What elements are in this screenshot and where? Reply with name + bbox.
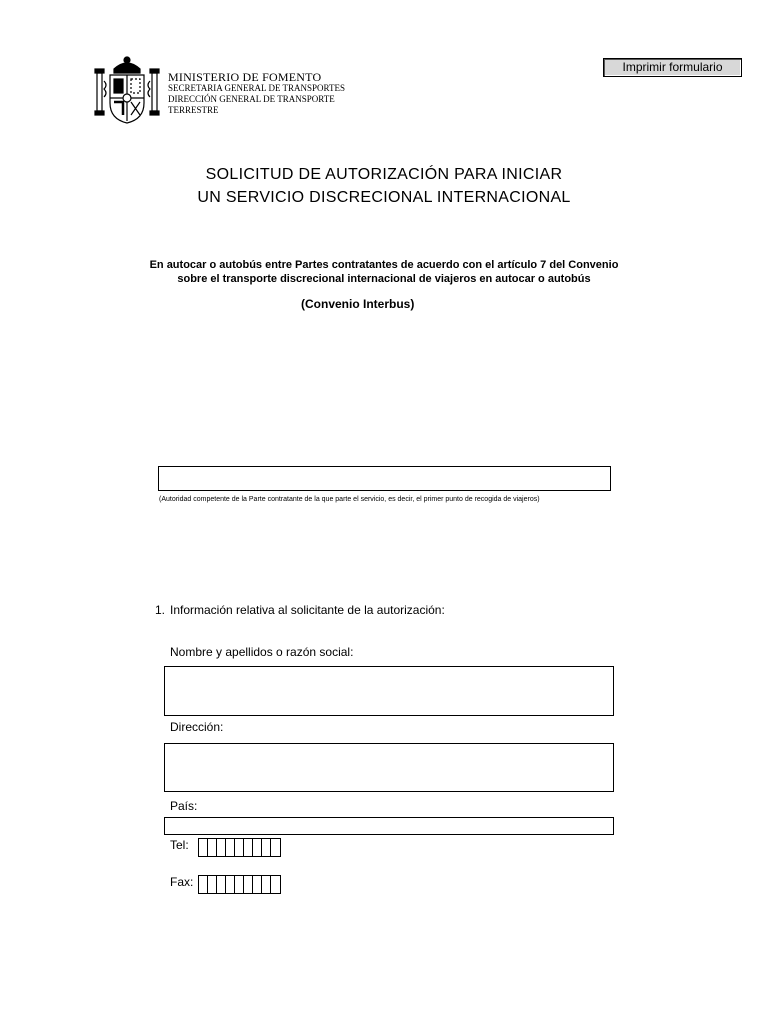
fax-label: Fax: (170, 875, 194, 889)
name-label: Nombre y apellidos o razón social: (170, 645, 354, 659)
tel-label: Tel: (170, 838, 189, 852)
intro-line1: En autocar o autobús entre Partes contratantes de acuerdo con el artículo 7 del Convenio (149, 259, 619, 271)
authority-field[interactable] (158, 466, 611, 491)
authority-note: (Autoridad competente de la Parte contratante de la que parte el servicio, es decir, el primer punto de recogida de viajeros) (159, 496, 540, 503)
fax-field[interactable] (198, 875, 281, 894)
convenio-label: (Convenio Interbus) (301, 297, 415, 311)
section1-heading: Información relativa al solicitante de la autorización: (170, 603, 445, 617)
country-label: País: (170, 799, 198, 813)
ministry-name: MINISTERIO DE FOMENTO (168, 70, 322, 84)
address-field[interactable] (164, 743, 614, 792)
address-label: Dirección: (170, 720, 224, 734)
secretaria-name: SECRETARIA GENERAL DE TRANSPORTES (168, 83, 346, 93)
section1-number: 1. (155, 603, 166, 617)
country-field[interactable] (164, 817, 614, 835)
form-title-line2: UN SERVICIO DISCRECIONAL INTERNACIONAL (197, 189, 571, 206)
terrestre-name: TERRESTRE (168, 105, 219, 115)
intro-line2: sobre el transporte discrecional internacional de viajeros en autocar o autobús (177, 273, 591, 285)
coat-of-arms-icon (94, 55, 160, 125)
name-field[interactable] (164, 666, 614, 716)
form-title-line1: SOLICITUD DE AUTORIZACIÓN PARA INICIAR (205, 166, 563, 183)
print-form-button[interactable]: Imprimir formulario (603, 58, 742, 77)
direccion-name: DIRECCIÓN GENERAL DE TRANSPORTE (168, 94, 335, 104)
tel-field[interactable] (198, 838, 281, 857)
